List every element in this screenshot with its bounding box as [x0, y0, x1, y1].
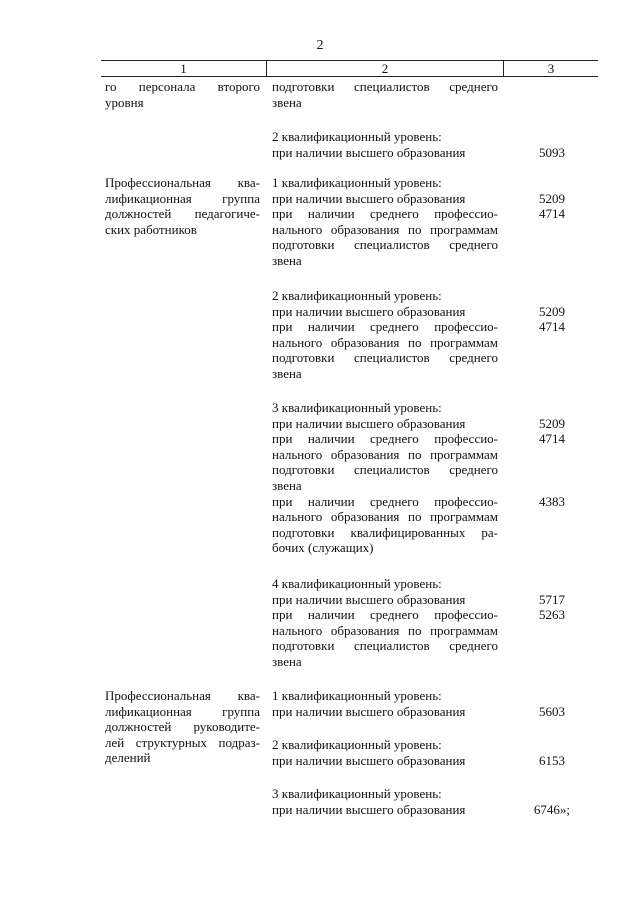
level-block: 1 квалификационный уровень: при наличии высшего образования при наличии среднего профессио- нального образования по программам подготовки специалистов среднего звена	[272, 175, 498, 268]
level-condition: при наличии высшего образования	[272, 752, 466, 768]
column-header-1: 1	[180, 61, 187, 76]
level-condition: при наличии высшего образования	[272, 303, 466, 319]
level-title: 1 квалификационный уровень:	[272, 175, 442, 190]
salary-value: 4714	[539, 431, 565, 447]
level-condition: при наличии высшего образования	[272, 190, 466, 206]
level-condition: при наличии высшего образования	[272, 415, 466, 431]
salary-value: 5209	[539, 190, 565, 206]
salary-value: 4383	[539, 493, 565, 509]
salary-value: 5263	[539, 607, 565, 623]
table-header-row	[101, 60, 598, 77]
salary-value: 5603	[539, 703, 565, 719]
salary-value: 6153	[539, 752, 565, 768]
level-title: 1 квалификационный уровень:	[272, 688, 442, 703]
level-title: 3 квалификационный уровень:	[272, 400, 442, 415]
column-header-2: 2	[381, 61, 389, 76]
column-header-3: 3	[547, 61, 555, 76]
group-name-managers: Профессиональная ква- лификационная группа должностей руководите- лей структурных подраз- делений	[105, 688, 260, 766]
level-block	[272, 129, 498, 160]
level-block	[272, 737, 498, 768]
level-title: 2 квалификационный уровень:	[272, 737, 442, 752]
level-condition: при наличии высшего образования	[272, 801, 466, 817]
continued-group-name: го персонала второго уровня	[105, 79, 260, 110]
salary-value: 4714	[539, 319, 565, 335]
level-title: 2 квалификационный уровень:	[272, 129, 442, 144]
salary-value: 6746»;	[533, 801, 570, 817]
level-title: 4 квалификационный уровень:	[272, 576, 442, 591]
continued-level-text: подготовки специалистов среднего звена	[272, 79, 498, 110]
level-block: 3 квалификационный уровень: при наличии высшего образования при наличии среднего профессио- нального образования по программам подготовки специалистов среднего звена при наличии среднего профессио- нального образования по программам подготовки квалифицированных ра- бочих (служащих)	[272, 400, 498, 556]
salary-value: 4714	[539, 206, 565, 222]
salary-value: 5209	[539, 415, 565, 431]
group-name-pedagogical: Профессиональная ква- лификационная группа должностей педагогиче- ских работников	[105, 175, 260, 237]
level-condition: при наличии высшего образования	[272, 703, 466, 719]
level-condition: при наличии высшего образования	[272, 144, 466, 160]
level-title: 2 квалификационный уровень:	[272, 288, 442, 303]
level-block: 2 квалификационный уровень: при наличии высшего образования при наличии среднего профессио- нального образования по программам подготовки специалистов среднего звена	[272, 288, 498, 381]
level-block: 4 квалификационный уровень: при наличии высшего образования при наличии среднего профессио- нального образования по программам подготовки специалистов среднего звена	[272, 576, 498, 669]
salary-value: 5093	[539, 144, 565, 160]
salary-value: 5717	[539, 591, 565, 607]
level-condition: при наличии высшего образования	[272, 591, 466, 607]
level-block	[272, 786, 498, 817]
level-block	[272, 688, 498, 719]
salary-value: 5209	[539, 303, 565, 319]
level-title: 3 квалификационный уровень:	[272, 786, 442, 801]
page-number: 2	[316, 38, 324, 53]
